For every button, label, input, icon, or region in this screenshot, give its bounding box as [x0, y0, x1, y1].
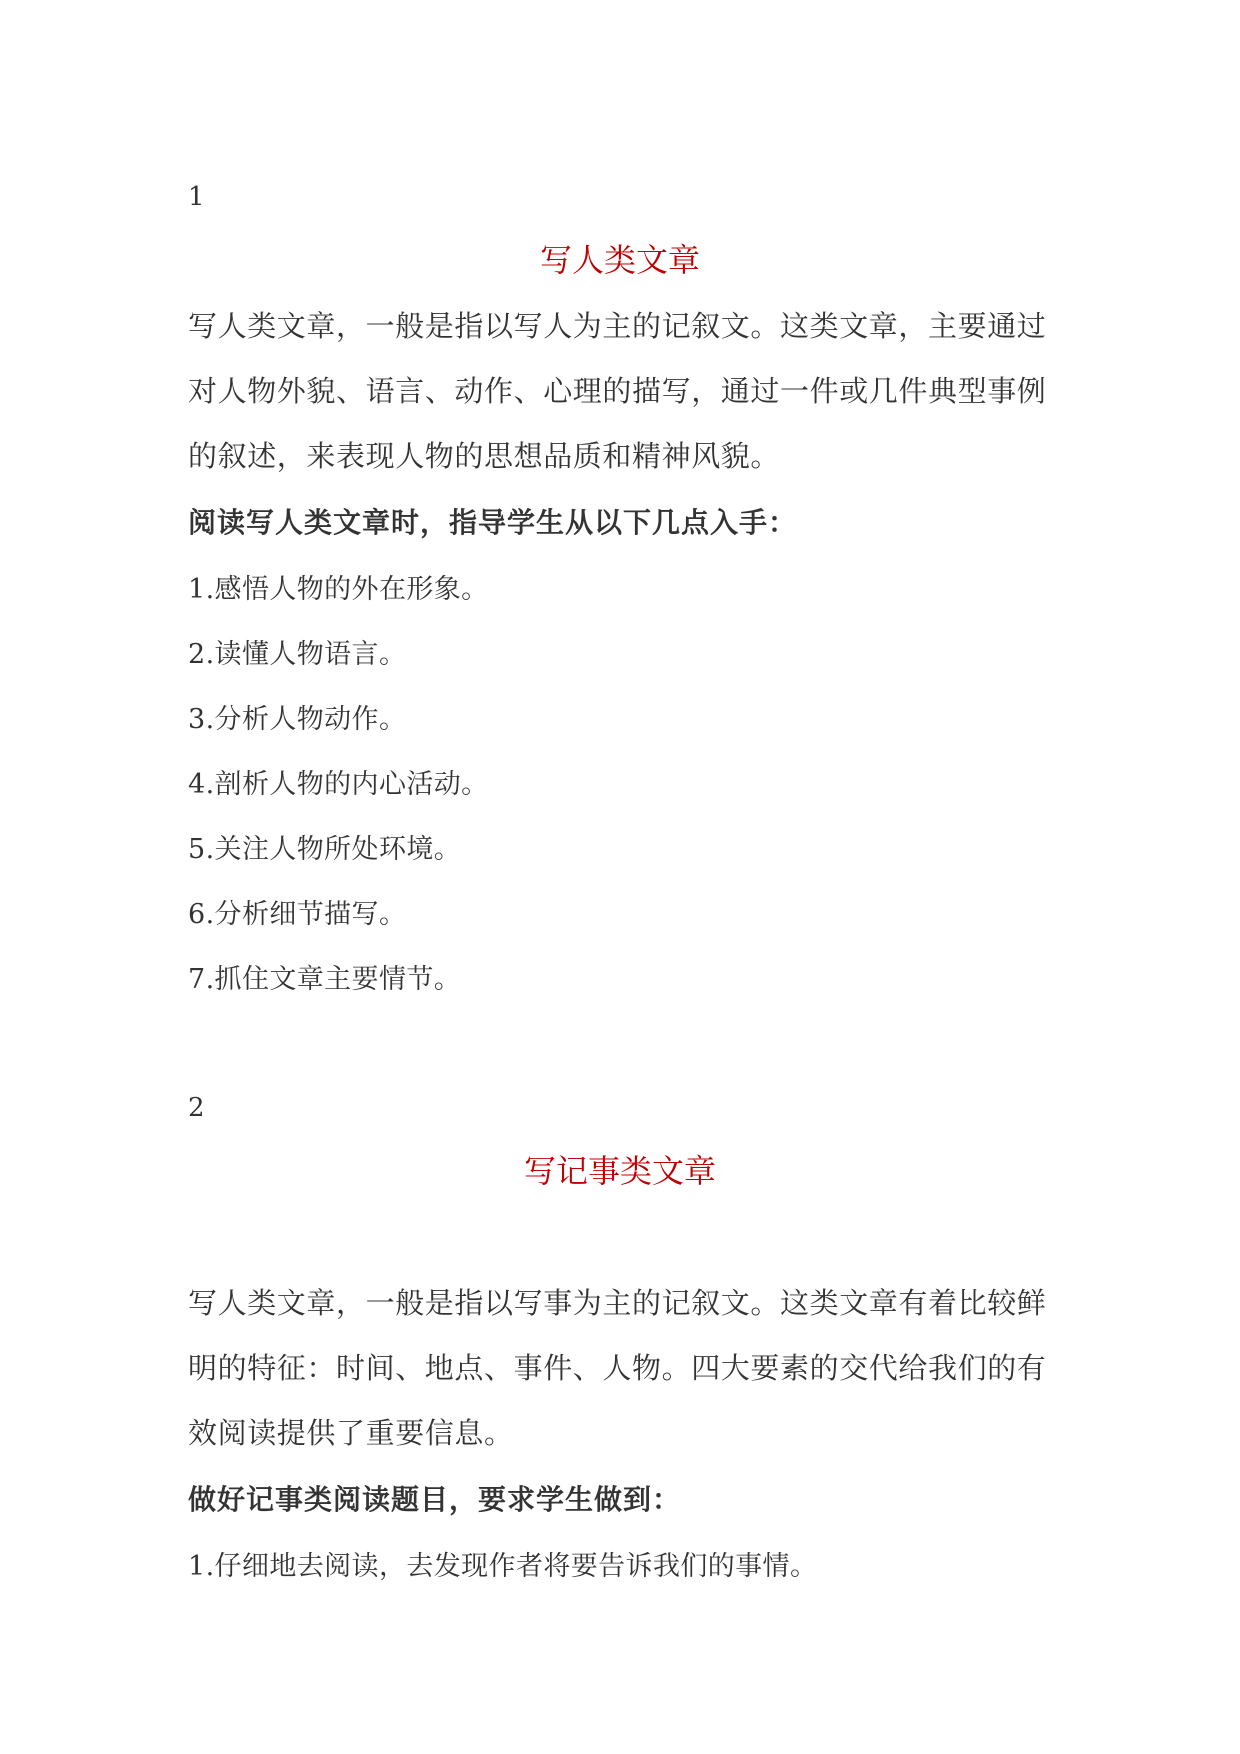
- paragraph-line: 写人类文章，一般是指以写事为主的记叙文。这类文章有着比较鲜: [188, 1286, 1047, 1320]
- guide-heading: 阅读写人类文章时，指导学生从以下几点入手：: [188, 506, 798, 539]
- section-title: 写记事类文章: [523, 1152, 716, 1190]
- paragraph-line: 对人物外貌、语言、动作、心理的描写，通过一件或几件典型事例: [188, 374, 1047, 408]
- section-number: 2: [188, 1093, 205, 1123]
- list-item: 1.感悟人物的外在形象。: [188, 574, 489, 605]
- paragraph-line: 效阅读提供了重要信息。: [188, 1416, 514, 1450]
- paragraph-line: 的叙述，来表现人物的思想品质和精神风貌。: [188, 439, 781, 473]
- list-item: 1.仔细地去阅读，去发现作者将要告诉我们的事情。: [188, 1551, 818, 1582]
- section-title: 写人类文章: [539, 241, 700, 279]
- list-item: 2.读懂人物语言。: [188, 639, 407, 670]
- list-item: 3.分析人物动作。: [188, 704, 407, 735]
- paragraph-line: 明的特征：时间、地点、事件、人物。四大要素的交代给我们的有: [188, 1351, 1047, 1385]
- list-item: 7.抓住文章主要情节。: [188, 964, 462, 995]
- list-item: 4.剖析人物的内心活动。: [188, 769, 489, 800]
- guide-heading: 做好记事类阅读题目，要求学生做到：: [188, 1483, 682, 1516]
- list-item: 5.关注人物所处环境。: [188, 834, 462, 865]
- list-item: 6.分析细节描写。: [188, 899, 407, 930]
- section-number: 1: [188, 182, 205, 212]
- paragraph-line: 写人类文章，一般是指以写人为主的记叙文。这类文章，主要通过: [188, 309, 1047, 343]
